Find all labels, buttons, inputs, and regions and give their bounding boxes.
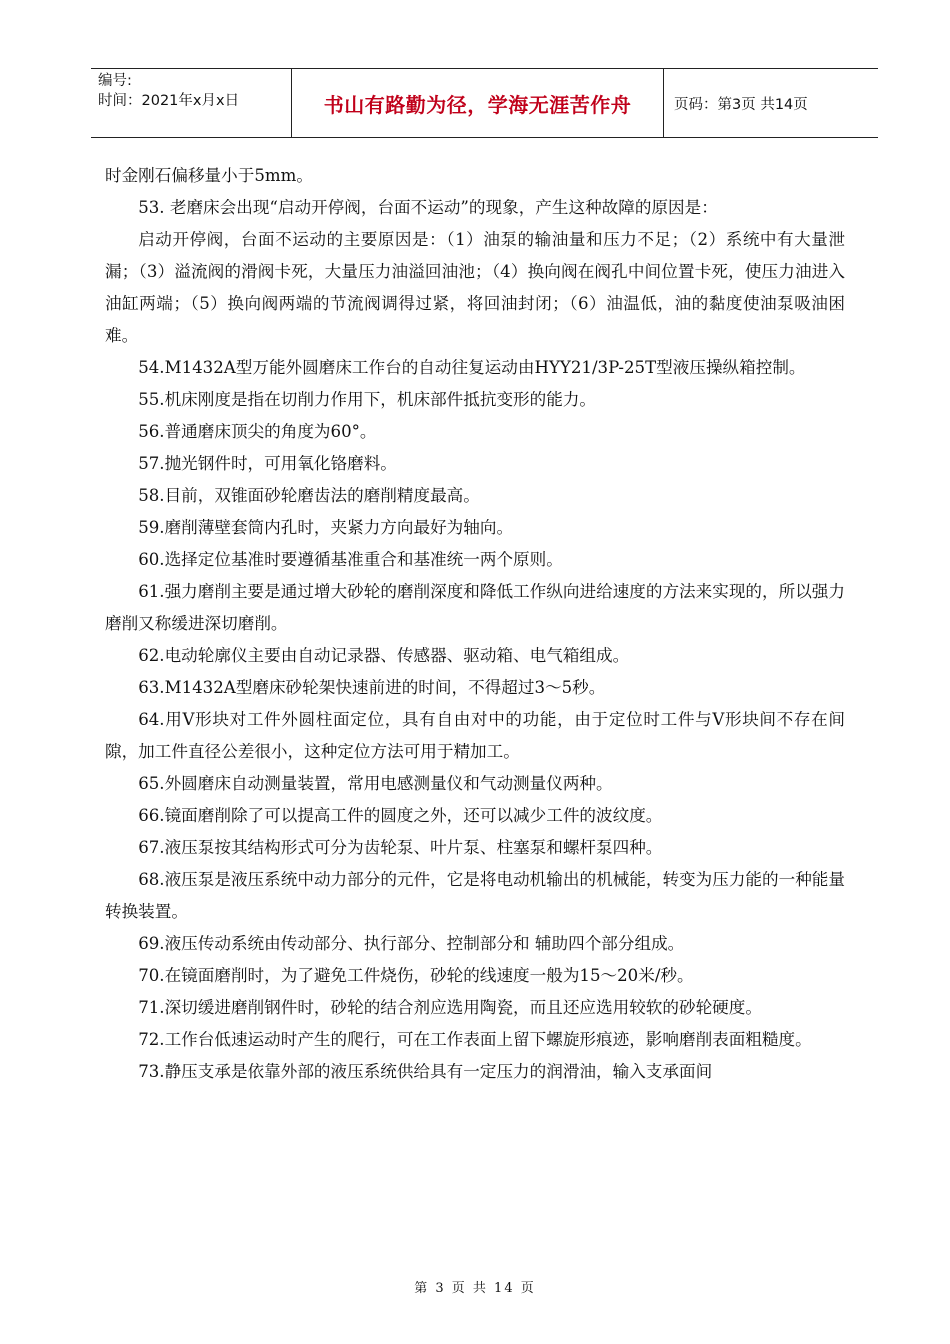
document-time-label: 时间：2021年x月x日 [98,93,240,109]
paragraph: 73.静压支承是依靠外部的液压系统供给具有一定压力的润滑油，输入支承面间 [138,1062,713,1081]
paragraph: 69.液压传动系统由传动部分、执行部分、控制部分和 辅助四个部分组成。 [138,934,685,953]
paragraph: 68.液压泵是液压系统中动力部分的元件，它是将电动机输出的机械能，转变为压力能的一种能量转换装置。 [105,870,845,921]
paragraph: 时金刚石偏移量小于5mm。 [105,166,313,185]
paragraph: 66.镜面磨削除了可以提高工件的圆度之外，还可以减少工件的波纹度。 [138,806,663,825]
paragraph: 55.机床刚度是指在切削力作用下，机床部件抵抗变形的能力。 [138,390,597,409]
paragraph: 72.工作台低速运动时产生的爬行，可在工作表面上留下螺旋形痕迹，影响磨削表面粗糙度。 [138,1030,812,1049]
paragraph: 61.强力磨削主要是通过增大砂轮的磨削深度和降低工作纵向进给速度的方法来实现的，所以强力磨削又称缓进深切磨削。 [105,582,845,633]
header-motto: 书山有路勤为径，学海无涯苦作舟 [292,69,664,137]
paragraph: 54.M1432A型万能外圆磨床工作台的自动往复运动由HYY21/3P-25T型液压操纵箱控制。 [138,358,806,377]
page-footer: 第 3 页 共 14 页 [414,1281,536,1296]
header-page-info: 页码：第3页 共14页 [674,96,808,113]
paragraph: 62.电动轮廓仪主要由自动记录器、传感器、驱动箱、电气箱组成。 [138,646,630,665]
header-meta [91,69,292,137]
paragraph: 59.磨削薄壁套筒内孔时，夹紧力方向最好为轴向。 [138,518,514,537]
paragraph: 64.用V形块对工件外圆柱面定位，具有自由对中的功能，由于定位时工件与V形块间不存在间隙，加工件直径公差很小，这种定位方法可用于精加工。 [105,710,845,761]
paragraph: 启动开停阀，台面不运动的主要原因是：（1）油泵的输油量和压力不足；（2）系统中有大量泄漏；（3）溢流阀的滑阀卡死，大量压力油溢回油池；（4）换向阀在阀孔中间位置卡死，使压力油进入油缸两端；（5）换向阀两端的节流阀调得过紧，将回油封闭；（6）油温低，油的黏度使油泵吸油困难。 [105,230,845,345]
paragraph: 63.M1432A型磨床砂轮架快速前进的时间，不得超过3～5秒。 [138,678,606,697]
document-body [105,160,845,1088]
paragraph: 60.选择定位基准时要遵循基准重合和基准统一两个原则。 [138,550,563,569]
paragraph: 65.外圆磨床自动测量装置，常用电感测量仪和气动测量仪两种。 [138,774,613,793]
paragraph: 56.普通磨床顶尖的角度为60°。 [138,422,377,441]
paragraph: 70.在镜面磨削时，为了避免工件烧伤，砂轮的线速度一般为15～20米/秒。 [138,966,694,985]
page-header [91,68,878,138]
paragraph: 67.液压泵按其结构形式可分为齿轮泵、叶片泵、柱塞泵和螺杆泵四种。 [138,838,663,857]
paragraph: 57.抛光钢件时，可用氧化铬磨料。 [138,454,397,473]
document-number-label: 编号: [98,73,132,89]
paragraph: 71.深切缓进磨削钢件时，砂轮的结合剂应选用陶瓷，而且还应选用较软的砂轮硬度。 [138,998,762,1017]
paragraph: 58.目前，双锥面砂轮磨齿法的磨削精度最高。 [138,486,480,505]
paragraph: 53. 老磨床会出现“启动开停阀，台面不运动”的现象，产生这种故障的原因是： [138,198,718,217]
